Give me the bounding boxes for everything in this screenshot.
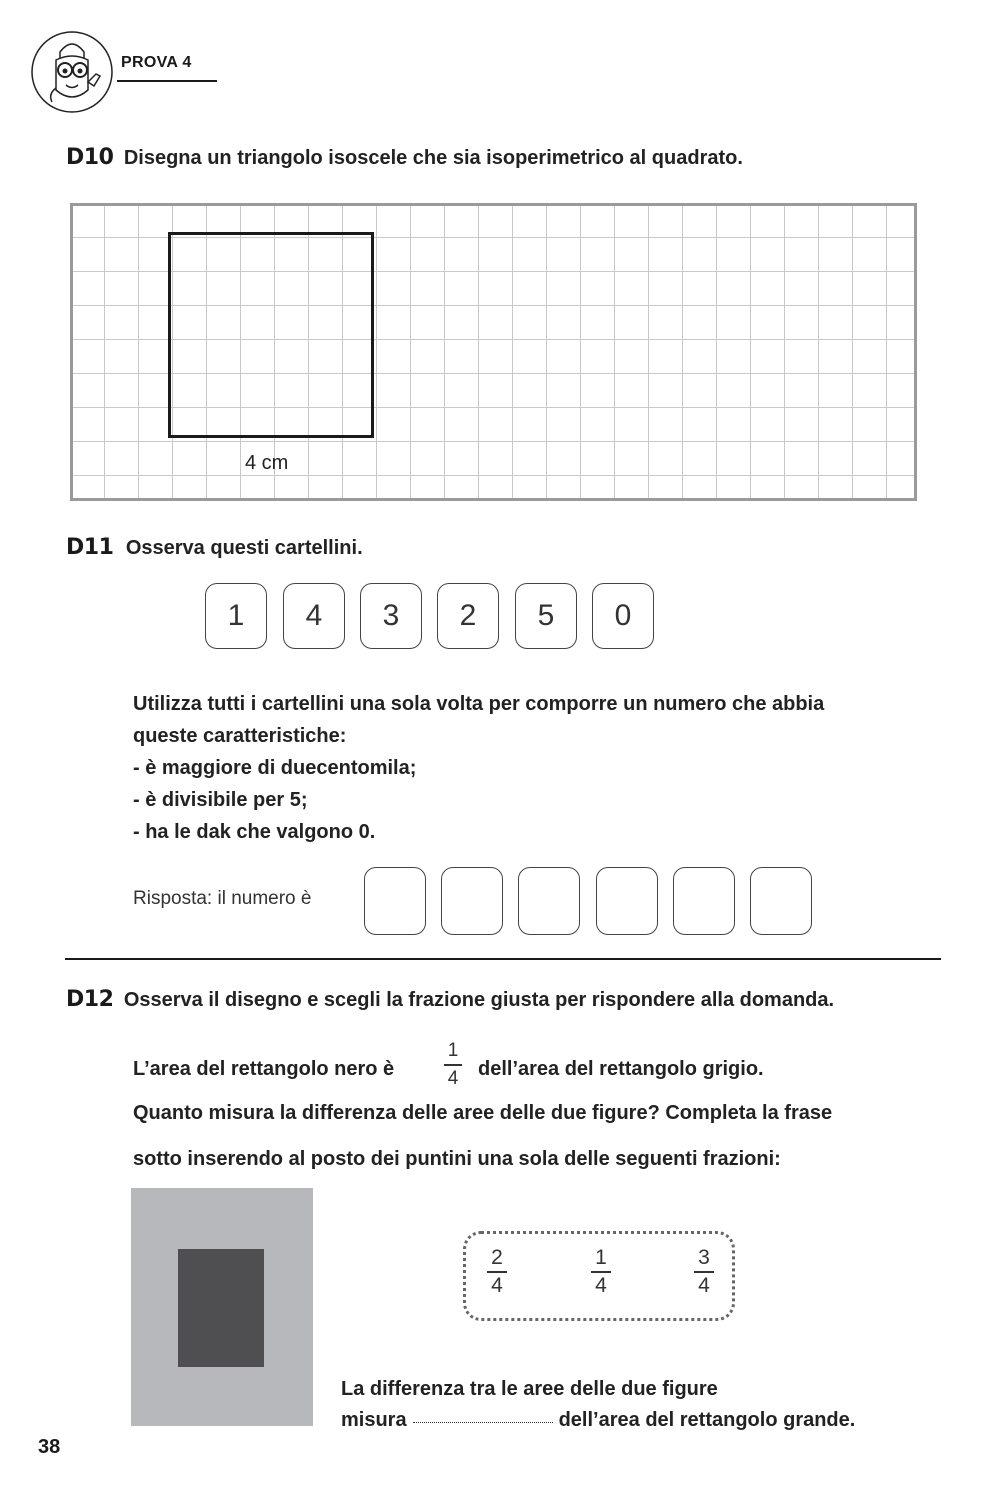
fraction-bar — [444, 1064, 462, 1066]
question-number: D12 — [66, 987, 114, 1012]
fraction-bar — [487, 1271, 507, 1273]
instruction-line: Utilizza tutti i cartellini una sola volta per comporre un numero che abbia — [133, 693, 825, 715]
answer-sentence-line2 — [341, 1404, 855, 1436]
question-d11 — [66, 535, 363, 560]
answer-label: Risposta: il numero è — [133, 888, 312, 909]
fraction-numerator: 2 — [491, 1246, 503, 1269]
answer-digit-box[interactable] — [596, 867, 658, 935]
instruction-line: - è divisibile per 5; — [133, 789, 308, 811]
answer-text-after: dell’area del rettangolo grande. — [558, 1409, 856, 1431]
question-number: D11 — [66, 535, 114, 560]
number-card: 0 — [592, 583, 654, 649]
fraction-bar — [591, 1271, 611, 1273]
answer-blank[interactable] — [413, 1422, 553, 1423]
number-card: 4 — [283, 583, 345, 649]
number-card: 1 — [205, 583, 267, 649]
number-card: 2 — [437, 583, 499, 649]
square-figure — [168, 232, 374, 438]
fraction-denominator: 4 — [491, 1273, 503, 1297]
answer-digit-box[interactable] — [364, 867, 426, 935]
question-text: Osserva il disegno e scegli la frazione giusta per rispondere alla domanda. — [123, 989, 835, 1011]
instruction-line: queste caratteristiche: — [133, 725, 347, 747]
answer-digit-box[interactable] — [518, 867, 580, 935]
answer-digit-box[interactable] — [441, 867, 503, 935]
fraction-numerator: 1 — [447, 1040, 459, 1061]
d12-line1 — [133, 1053, 394, 1085]
header-rule — [117, 80, 217, 82]
mascot-icon — [30, 30, 114, 114]
fraction-denominator: 4 — [447, 1067, 459, 1089]
line1-text-after: dell’area del rettangolo grigio. — [478, 1058, 764, 1080]
answer-digit-box[interactable] — [750, 867, 812, 935]
question-text: Osserva questi cartellini. — [125, 537, 363, 559]
fraction-numerator: 3 — [698, 1246, 710, 1269]
fraction-denominator: 4 — [595, 1273, 607, 1297]
square-side-label: 4 cm — [245, 452, 289, 474]
fraction-option[interactable] — [487, 1247, 507, 1297]
number-card: 3 — [360, 583, 422, 649]
fraction-denominator: 4 — [698, 1273, 710, 1297]
fraction-option[interactable] — [591, 1247, 611, 1297]
fraction-option[interactable] — [694, 1247, 714, 1297]
instruction-line: - ha le dak che valgono 0. — [133, 821, 376, 843]
question-d12 — [66, 987, 834, 1012]
line1-text-before: L’area del rettangolo nero è — [133, 1058, 395, 1080]
answer-sentence-line1: La differenza tra le aree delle due figure — [341, 1378, 718, 1400]
number-card: 5 — [515, 583, 577, 649]
answer-digit-box[interactable] — [673, 867, 735, 935]
d12-line2: Quanto misura la differenza delle aree delle due figure? Completa la frase — [133, 1102, 833, 1124]
question-d10 — [66, 145, 743, 170]
fraction-one-quarter — [444, 1040, 462, 1090]
answer-text-before: misura — [341, 1409, 407, 1431]
black-rectangle — [178, 1249, 264, 1367]
question-number: D10 — [66, 145, 114, 170]
page-number: 38 — [38, 1436, 61, 1458]
instruction-line: - è maggiore di duecentomila; — [133, 757, 417, 779]
d11-instructions — [133, 688, 953, 848]
test-label: PROVA 4 — [121, 54, 192, 71]
fraction-bar — [694, 1271, 714, 1273]
question-text: Disegna un triangolo isoscele che sia isoperimetrico al quadrato. — [123, 147, 743, 169]
fraction-numerator: 1 — [595, 1246, 607, 1269]
d12-line3: sotto inserendo al posto dei puntini una sola delle seguenti frazioni: — [133, 1148, 781, 1170]
section-divider — [65, 958, 941, 960]
